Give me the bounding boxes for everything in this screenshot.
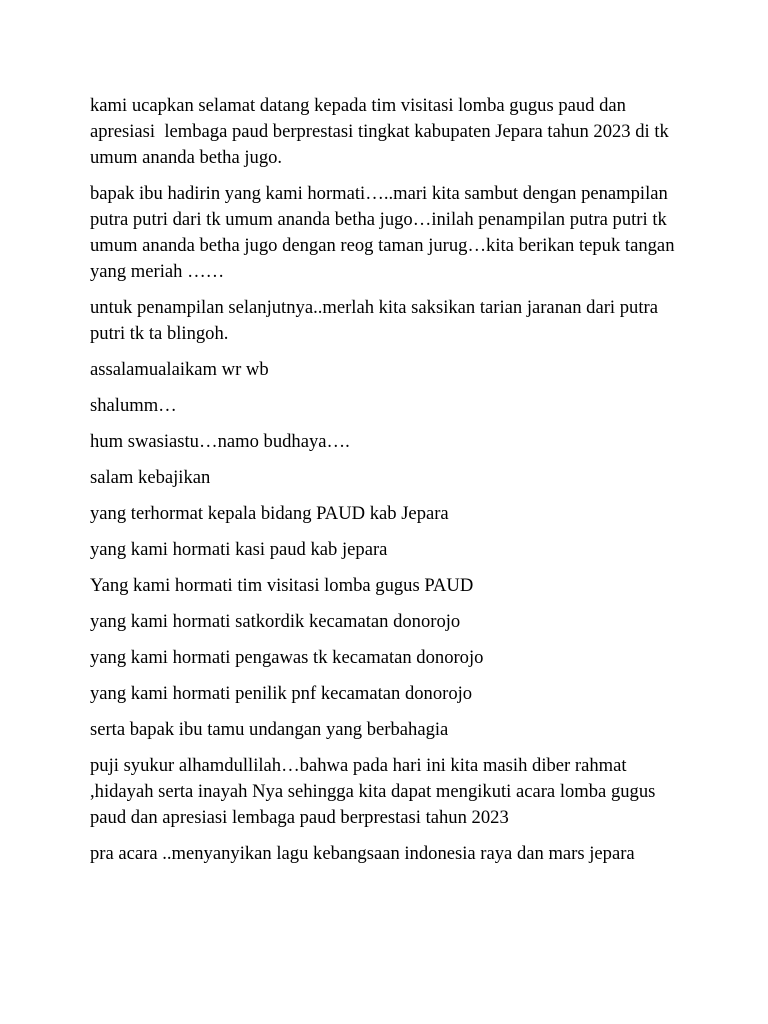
paragraph-gratitude: puji syukur alhamdullilah…bahwa pada hari ini kita masih diber rahmat ,hidayah serta inayah Nya sehingga kita dapat mengikuti acara lomba gugus paud dan apresiasi lembaga paud berprestasi tahun 2023 <box>90 755 661 828</box>
paragraph-pre-event: pra acara ..menyanyikan lagu kebangsaan indonesia raya dan mars jepara <box>90 843 635 864</box>
honorific-kepala-bidang: yang terhormat kepala bidang PAUD kab Jepara <box>90 503 449 524</box>
paragraph-next-performance: untuk penampilan selanjutnya..merlah kita saksikan tarian jaranan dari putra putri tk ta blingoh. <box>90 297 663 344</box>
honorific-satkordik: yang kami hormati satkordik kecamatan donorojo <box>90 611 461 632</box>
paragraph-welcome: kami ucapkan selamat datang kepada tim visitasi lomba gugus paud dan apresiasi lembaga paud berprestasi tingkat kabupaten Jepara tahun 2023 di tk umum ananda betha jugo. <box>90 95 674 168</box>
honorific-kasi-paud: yang kami hormati kasi paud kab jepara <box>90 539 388 560</box>
honorific-tim-visitasi: Yang kami hormati tim visitasi lomba gugus PAUD <box>90 575 474 596</box>
greeting-shalom: shalumm… <box>90 395 177 416</box>
greeting-assalamualaikum: assalamualaikam wr wb <box>90 359 269 380</box>
paragraph-opening-performance: bapak ibu hadirin yang kami hormati…..mari kita sambut dengan penampilan putra putri dari tk umum ananda betha jugo…inilah penampilan putra putri tk umum ananda betha jugo dengan reog taman jurug…kita berikan tepuk tangan yang meriah …… <box>90 183 680 282</box>
honorific-pengawas: yang kami hormati pengawas tk kecamatan donorojo <box>90 647 484 668</box>
honorific-penilik: yang kami hormati penilik pnf kecamatan donorojo <box>90 683 473 704</box>
document-body <box>90 93 690 877</box>
greeting-swastiastu: hum swasiastu…namo budhaya…. <box>90 431 350 452</box>
honorific-tamu-undangan: serta bapak ibu tamu undangan yang berbahagia <box>90 719 449 740</box>
greeting-kebajikan: salam kebajikan <box>90 467 211 488</box>
